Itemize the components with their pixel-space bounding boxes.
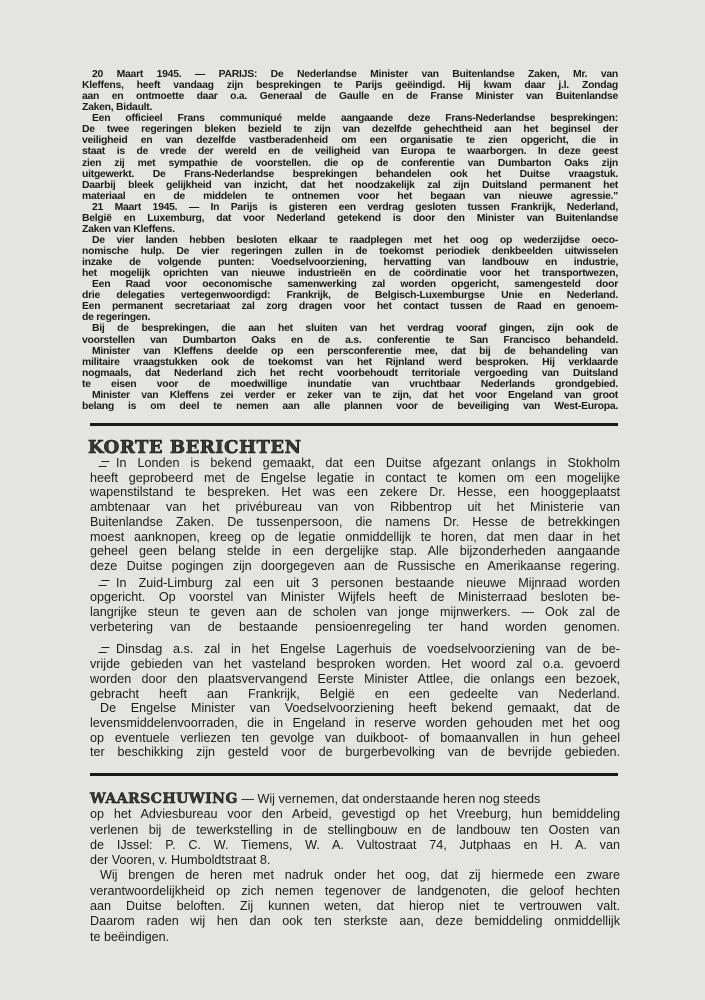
line-text: vrijde gebieden van het vasteland besproken worden. Het woord zal o.a. gevoerd	[90, 657, 620, 672]
text-line	[82, 401, 618, 412]
text-line	[82, 135, 618, 146]
text-line	[82, 180, 618, 191]
line-text: Een Raad voor oeconomische samenwerking zal worden opgericht, samengesteld door	[92, 279, 618, 291]
heading-korte-berichten: KORTE BERICHTEN	[88, 437, 302, 458]
line-text: In Londen is bekend gemaakt, dat een Duitse afgezant onlangs in Stokholm	[116, 456, 620, 470]
line-text: aan en ontmoette daar o.a. Generaal de Gaulle en de Franse Minister van Buitenlandse	[82, 91, 618, 103]
line-text: ter beschikking zijn gesteld voor de burgerbevolking van de bevrijde gebieden.	[90, 745, 620, 760]
bullet-icon	[98, 647, 109, 653]
paragraph	[90, 868, 620, 944]
paragraph	[82, 235, 618, 279]
text-line	[82, 368, 618, 379]
text-line	[82, 235, 618, 246]
text-line	[82, 279, 618, 290]
text-line	[90, 544, 620, 559]
text-line	[82, 224, 618, 235]
paragraph	[82, 202, 618, 235]
text-line	[90, 576, 620, 591]
paragraph	[90, 792, 620, 868]
text-line	[90, 731, 620, 746]
line-text: de regeringen.	[82, 312, 151, 324]
line-text: veiligheid en van dezelfde vastberadenheid om een organisatie te zien opgericht, die in	[82, 135, 618, 147]
text-line	[90, 914, 620, 929]
divider-rule	[90, 773, 618, 776]
text-line	[82, 213, 618, 224]
news-section-paris	[82, 69, 618, 412]
line-text: te beëindigen.	[90, 929, 170, 944]
line-text: Buitenlandse Zaken. De tussenpersoon, die namens Dr. Hesse de betrekkingen	[90, 514, 620, 529]
line-text: ambtenaar van het privébureau van von Ribbentrop uit het Ministerie van	[90, 500, 620, 515]
text-line	[90, 701, 620, 716]
news-section-waarschuwing	[90, 792, 620, 945]
line-text: moest aanknopen, kreeg op de legatie onmiddellijk te horen, dat men daar in het	[90, 529, 620, 544]
line-text: Zaken, Bidault.	[82, 102, 153, 114]
text-line	[90, 456, 620, 471]
line-text: België en Luxemburg, dat voor Nederland getekend is door den Minister van Buitenlandse	[82, 212, 618, 224]
line-text: Bij de besprekingen, die aan het sluiten van het verdrag vooraf gingen, zijn ook de	[92, 323, 618, 335]
line-text: materiaal en de middelen te ontnemen voor het begaan van nieuwe agressie."	[82, 190, 618, 202]
line-text: wapenstilstand te bespreken. Het was een zekere Dr. Hesse, een hooggeplaatst	[90, 485, 620, 500]
line-text: De Engelse Minister van Voedselvoorziening heeft bekend gemaakt, dat de	[100, 701, 620, 716]
text-line	[90, 884, 620, 899]
news-section-korte-berichten	[90, 456, 620, 760]
line-text: 20 Maart 1945. — PARIJS: De Nederlandse Minister van Buitenlandse Zaken, Mr. van	[92, 69, 618, 80]
text-line	[82, 246, 618, 257]
line-text: Dinsdag a.s. zal in het Engelse Lagerhuis de voedselvoorziening van de be-	[116, 642, 620, 657]
bullet-icon	[98, 461, 109, 467]
text-line	[90, 687, 620, 702]
line-text: Kleffens, heeft vandaag zijn besprekingen te Parijs geëindigd. Hij kwam daar j.l. Zondag	[82, 80, 618, 92]
text-line	[90, 559, 620, 574]
text-line	[90, 838, 620, 853]
text-line	[90, 807, 620, 822]
text-line	[90, 530, 620, 545]
paragraph	[90, 701, 620, 760]
text-line	[82, 169, 618, 180]
text-line	[90, 899, 620, 914]
line-text: der Vooren, v. Humboldtstraat 8.	[90, 853, 271, 868]
line-text: voorstellen van Dumbarton Oaks en de a.s. conferentie te San Francisco behandeld.	[82, 334, 618, 346]
text-line	[82, 290, 618, 301]
text-line	[90, 823, 620, 838]
line-text: Minister van Kleffens deelde op een persconferentie mee, dat bij de behandeling van	[92, 345, 618, 357]
text-line	[82, 202, 618, 213]
line-text: Daarbij bleek gelijkheid van inzicht, dat het noodzakelijk zal zijn Duitsland permanent het	[82, 179, 618, 191]
line-text: uitgewerkt. De Frans-Nederlandse besprekingen behandelen ook het Duitse vraagstuk.	[82, 168, 618, 180]
heading-waarschuwing: WAARSCHUWING	[90, 791, 238, 807]
text-line	[82, 80, 618, 91]
line-text: staat is de vrede der wereld en de veiligheid van Europa te waarborgen. In deze geest	[82, 146, 618, 158]
paragraph	[82, 390, 618, 412]
text-line	[82, 257, 618, 268]
paragraph	[90, 642, 620, 701]
line-text: op het Adviesbureau voor den Arbeid, gevestigd op het Vreeburg, hun bemiddeling	[90, 807, 620, 822]
line-text: De vier landen hebben besloten elkaar te raadplegen met het oog op wederzijdse oeco-	[92, 234, 618, 246]
text-line	[82, 323, 618, 334]
line-text: verlenen bij de tewerkstelling in de stellingbouw en de landbouw ten Oosten van	[90, 822, 620, 837]
paragraph	[82, 69, 618, 113]
divider-rule	[90, 423, 618, 426]
line-text: inzake de volgende punten: Voedselvoorziening, hervatting van landbouw en industrie,	[82, 257, 618, 269]
line-text: het mogelijk oprichten van nieuwe industrieën en de coördinatie voor het transportwezen,	[82, 268, 618, 280]
text-line	[82, 191, 618, 202]
line-text: Een permanent secretariaat zal zorg dragen voor het contact tussen de Raad en genoem-	[82, 301, 618, 313]
line-text: verantwoordelijkheid op zich nemen tegenover de landgenoten, die geloof hechten	[90, 883, 620, 898]
paragraph	[90, 576, 620, 635]
line-text: de IJssel: P. C. W. Tiemens, W. A. Vultostraat 74, Jutphaas en H. A. van	[90, 837, 620, 852]
text-line	[90, 716, 620, 731]
paragraph	[82, 323, 618, 345]
line-text: Daarom raden wij hen dan ook ten sterkste aan, deze bemiddeling onmiddellijk	[90, 914, 620, 929]
line-text: gebracht heeft aan Frankrijk, België en een gedeelte van Nederland.	[90, 686, 620, 701]
text-line	[82, 301, 618, 312]
text-line	[90, 930, 620, 945]
line-text: te eisen voor de moedwillige inundatie van vruchtbaar Nederlands grondgebied.	[82, 378, 618, 390]
line-text: Wij brengen de heren met nadruk onder het oog, dat zij hiermede een zware	[100, 868, 620, 883]
text-line	[82, 346, 618, 357]
line-text: Een officieel Frans communiqué melde aangaande deze Frans-Nederlandse besprekingen:	[92, 113, 618, 125]
text-line	[90, 657, 620, 672]
line-text: drie delegaties vertegenwoordigd: Frankrijk, de Belgisch-Luxemburgse Unie en Nederland.	[82, 290, 618, 302]
paragraph	[90, 456, 620, 574]
text-line	[82, 102, 618, 113]
text-line	[82, 91, 618, 102]
line-text: Minister van Kleffens zei verder er zeker van te zijn, dat het voor Engeland van groot	[92, 389, 618, 401]
line-text: nomische hulp. De vier regeringen zullen in de toekomst periodiek denkbeelden uitwisselen	[82, 246, 618, 257]
line-text: Zaken van Kleffens.	[82, 223, 175, 235]
line-text: aan Duitse beloften. Zij kunnen weten, dat hierop niet te vertrouwen valt.	[90, 899, 620, 914]
text-line	[90, 500, 620, 515]
line-text: De twee regeringen bleken bezield te zijn van dezelfde gehechtheid aan het beginsel der	[82, 124, 618, 136]
line-text: belang is om deel te nemen aan alle plannen voor de beveiliging van West-Europa.	[82, 400, 618, 412]
text-line	[82, 124, 618, 135]
text-line	[82, 113, 618, 124]
line-text: nogmaals, dat Nederland zich het recht voorbehoudt territoriale vergoeding van Duitsland	[82, 367, 618, 379]
line-text: zien zij met sympathie de voorstellen. die op de conferentie van Dumbarton Oaks zijn	[82, 157, 618, 169]
text-line	[90, 745, 620, 760]
paragraph	[82, 113, 618, 202]
text-line	[90, 515, 620, 530]
text-line	[90, 471, 620, 486]
bullet-icon	[98, 580, 109, 586]
line-text: op eventuele verliezen ten gevolge van duikboot- of bomaanvallen in hun geheel	[90, 730, 620, 745]
text-line	[90, 642, 620, 657]
text-line	[82, 158, 618, 169]
line-text: langrijke steun te geven aan de scholen van jonge mijnwerkers. — Ook zal de	[90, 605, 620, 620]
paragraph	[82, 279, 618, 323]
line-text: verbetering van de bestaande pensioenregeling ter hand worden genomen.	[90, 619, 620, 634]
line-text: heeft geprobeerd met de Engelse legatie in contact te komen om een mogelijke	[90, 470, 620, 485]
line-text: levensmiddelenvoorraden, die in Engeland in reserve worden gehouden met het oog	[90, 715, 620, 730]
text-line	[82, 146, 618, 157]
text-line	[90, 620, 620, 635]
text-line	[82, 390, 618, 401]
text-line	[82, 268, 618, 279]
text-line	[90, 485, 620, 500]
text-line	[82, 312, 618, 323]
line-text: 21 Maart 1945. — In Parijs is gisteren een verdrag gesloten tussen Frankrijk, Nederland,	[92, 201, 618, 213]
paragraph	[82, 346, 618, 390]
line-text: militaire vraagstukken ook de toekomst van het Rijnland werd besproken. Hij verklaarde	[82, 356, 618, 368]
line-text: — Wij vernemen, dat onderstaande heren nog steeds	[241, 792, 541, 806]
text-line	[90, 590, 620, 605]
line-text: geheel geen belang stelde in een dergelijke stap. Alle bijzonderheden aangaande	[90, 544, 620, 559]
text-line	[90, 672, 620, 687]
text-line	[90, 792, 620, 807]
line-text: In Zuid-Limburg zal een uit 3 personen bestaande nieuwe Mijnraad worden	[116, 575, 620, 590]
text-line	[82, 69, 618, 80]
text-line	[82, 379, 618, 390]
text-line	[90, 853, 620, 868]
line-text: deze Duitse pogingen zijn doorgegeven aan de Russische en Amerikaanse regering.	[90, 558, 620, 573]
line-text: opgericht. Op voorstel van Minister Wijfels heeft de Ministerraad besloten be-	[90, 590, 620, 605]
line-text: worden door den plaatsvervangend Eerste Minister Attlee, die onlangs een bezoek,	[90, 671, 620, 686]
text-line	[90, 868, 620, 883]
text-line	[82, 357, 618, 368]
text-line	[90, 605, 620, 620]
text-line	[82, 335, 618, 346]
